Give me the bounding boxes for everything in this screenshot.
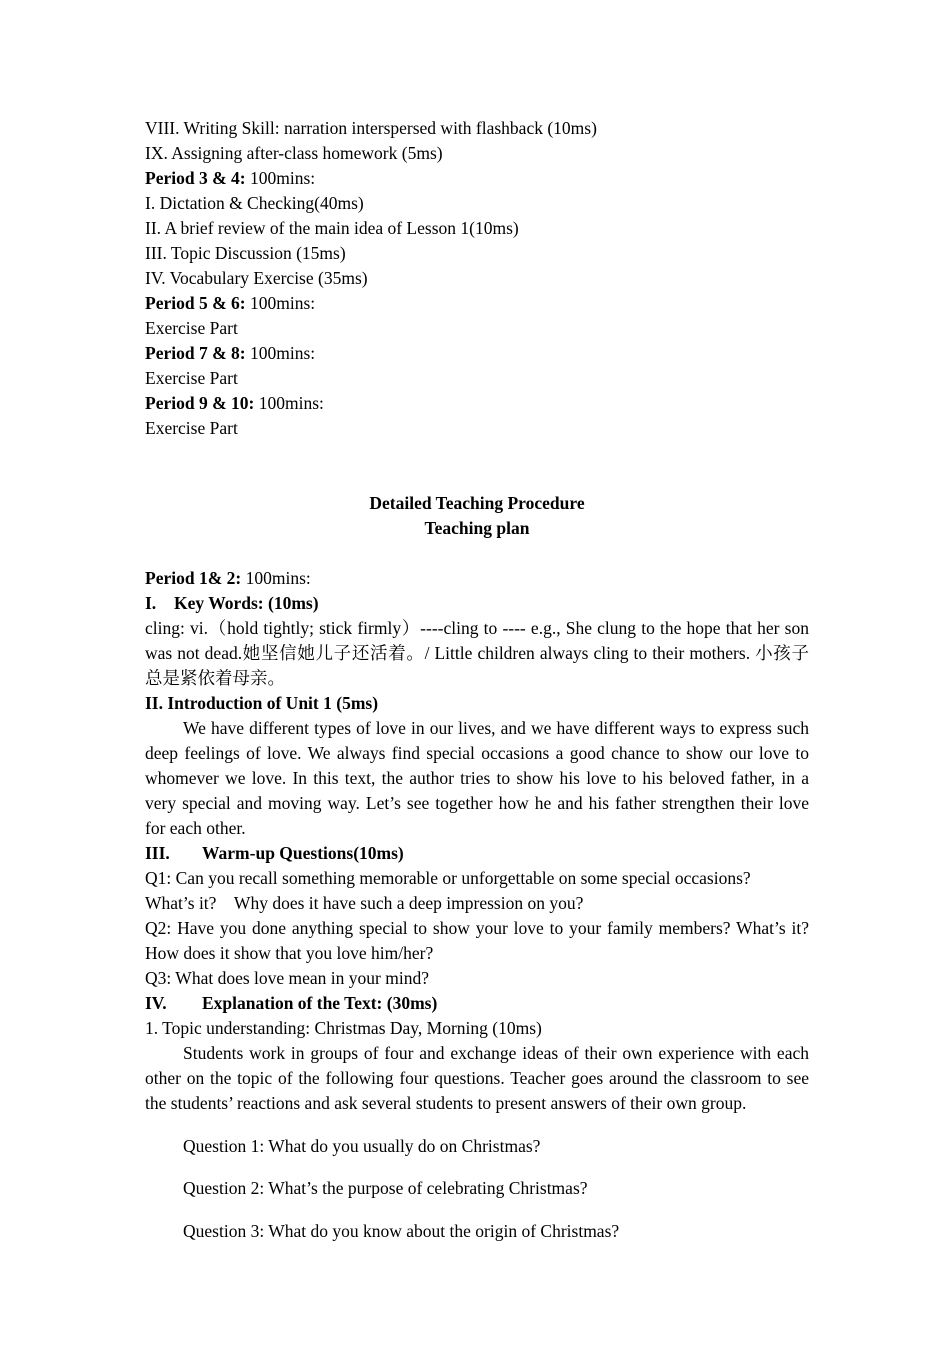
period-time: 100mins:	[254, 393, 324, 413]
outline-item: Exercise Part	[145, 318, 238, 338]
section-heading: II. Introduction of Unit 1 (5ms)	[145, 693, 379, 713]
period-label: Period 5 & 6:	[145, 293, 246, 313]
period-time: 100mins:	[245, 293, 316, 313]
period-label: Period 9 & 10:	[145, 393, 255, 413]
spacer	[145, 441, 809, 491]
section-number: IV.	[145, 993, 167, 1013]
period-label: Period 7 & 8:	[145, 343, 246, 363]
question-item: Question 1: What do you usually do on Christmas?	[183, 1135, 541, 1156]
period-time: 100mins:	[245, 168, 316, 188]
key-words-heading	[145, 591, 809, 616]
question-paragraph: Q2: Have you done anything special to show your love to your family members? What’s it? How does it show that you love him/her?	[145, 918, 809, 963]
section-heading: Explanation of the Text: (30ms)	[202, 993, 438, 1013]
period-heading	[145, 391, 809, 416]
period-label: Period 1& 2:	[145, 568, 242, 588]
outline-item: II. A brief review of the main idea of Lesson 1(10ms)	[145, 218, 519, 238]
document-body	[145, 116, 809, 1261]
question-item: Question 2: What’s the purpose of celebrating Christmas?	[183, 1178, 588, 1198]
period-heading	[145, 166, 809, 191]
outline-item: I. Dictation & Checking(40ms)	[145, 193, 364, 213]
period-heading	[145, 291, 809, 316]
question-item: Question 3: What do you know about the origin of Christmas?	[183, 1220, 620, 1241]
topic-line: 1. Topic understanding: Christmas Day, Morning (10ms)	[145, 1018, 542, 1038]
question-line: Q3: What does love mean in your mind?	[145, 968, 429, 988]
outline-item: Exercise Part	[145, 368, 238, 388]
warm-up-heading	[145, 841, 809, 866]
section-title: Detailed Teaching Procedure	[369, 493, 585, 513]
outline-item: Exercise Part	[145, 418, 238, 438]
period-label: Period 3 & 4:	[145, 168, 246, 188]
section-heading: Warm-up Questions(10ms)	[202, 843, 404, 863]
spacer	[145, 541, 809, 566]
outline-line: VIII. Writing Skill: narration interspersed with flashback (10ms)	[145, 118, 597, 138]
question-line: Q1: Can you recall something memorable or unforgettable on some special occasions?	[145, 868, 751, 888]
question-line: What’s it? Why does it have such a deep impression on you?	[145, 893, 584, 913]
section-heading: Key Words: (10ms)	[174, 593, 319, 613]
intro-paragraph: We have different types of love in our lives, and we have different ways to express such deep feelings of love. We always find special occasions a good chance to show our love to whomever we love. In this text, the author tries to show his love to his beloved father, in a very special and moving way. Let’s see together how he and his father strengthen their love for each other.	[145, 718, 809, 838]
section-number: III.	[145, 843, 170, 863]
period-time: 100mins:	[245, 343, 316, 363]
section-subtitle: Teaching plan	[424, 518, 530, 538]
explanation-heading	[145, 991, 809, 1016]
section-number: I.	[145, 593, 157, 613]
outline-item: IV. Vocabulary Exercise (35ms)	[145, 268, 368, 288]
key-word-entry: cling: vi.（hold tightly; stick firmly）----cling to ---- e.g., She clung to the hope that her son was not dead.她坚信她儿子还活着。/ Little children always cling to their mothers. 小孩子总是紧依着母亲。	[145, 618, 809, 688]
period-heading	[145, 566, 809, 591]
period-heading	[145, 341, 809, 366]
outline-item: III. Topic Discussion (15ms)	[145, 243, 346, 263]
group-work-paragraph: Students work in groups of four and exchange ideas of their own experience with each other on the topic of the following four questions. Teacher goes around the classroom to see the students’ reactions and ask several students to present answers of their own group.	[145, 1043, 809, 1113]
outline-line: IX. Assigning after-class homework (5ms)	[145, 143, 443, 163]
period-time: 100mins:	[241, 568, 311, 588]
